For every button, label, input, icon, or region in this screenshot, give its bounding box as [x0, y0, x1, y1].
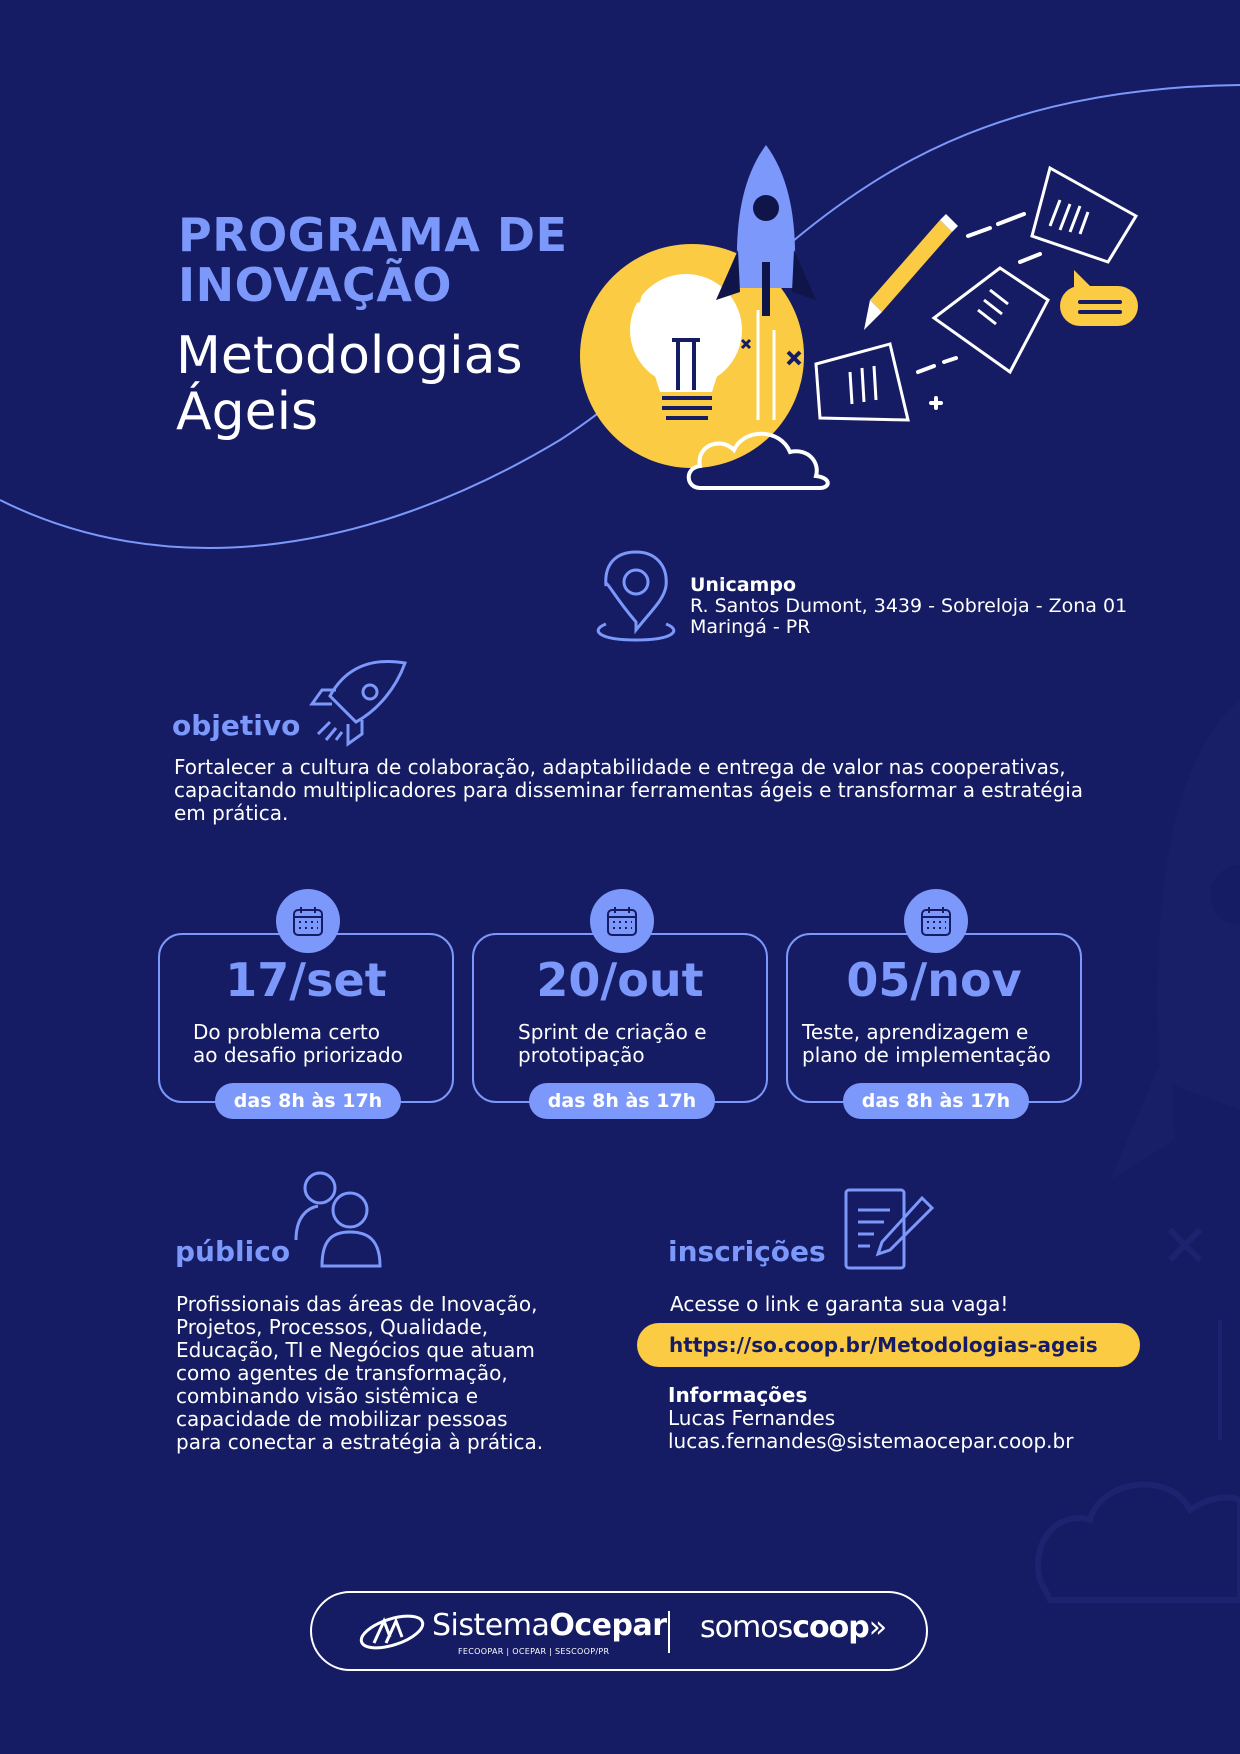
contact-email[interactable]: lucas.fernandes@sistemaocepar.coop.br — [668, 1429, 1074, 1453]
objective-line: em prática. — [174, 801, 289, 825]
audience-line: para conectar a estratégia à prática. — [176, 1430, 544, 1454]
registration-cta: Acesse o link e garanta sua vaga! — [670, 1292, 1009, 1316]
brand-subtitle: FECOOPAR | OCEPAR | SESCOOP/PR — [458, 1647, 610, 1656]
calendar-icon — [590, 889, 654, 953]
contact-name: Lucas Fernandes — [668, 1406, 836, 1430]
program-subtitle-line1: Metodologias — [176, 326, 523, 386]
venue-city: Maringá - PR — [690, 616, 811, 638]
audience-line: Educação, TI e Negócios que atuam — [176, 1338, 535, 1362]
footer-divider — [668, 1611, 670, 1653]
brand-prefix: Sistema — [432, 1608, 550, 1643]
footer-brands — [310, 1591, 928, 1671]
audience-line: como agentes de transformação, — [176, 1361, 508, 1385]
venue-street: R. Santos Dumont, 3439 - Sobreloja - Zona 01 — [690, 595, 1128, 617]
objective-heading: objetivo — [172, 709, 301, 742]
time-badge: das 8h às 17h — [843, 1083, 1029, 1119]
ocepar-logo-icon — [356, 1607, 428, 1657]
hero-illustration — [580, 145, 1138, 488]
date-description — [802, 1021, 1051, 1067]
date-card-2 — [472, 933, 768, 1112]
form-edit-icon — [846, 1190, 932, 1268]
calendar-icon — [904, 889, 968, 953]
time-badge: das 8h às 17h — [529, 1083, 715, 1119]
date-label: 05/nov — [846, 953, 1022, 1007]
chat-bubble-icon — [1060, 270, 1138, 326]
audience-heading: público — [175, 1235, 291, 1268]
audience-line: combinando visão sistêmica e — [176, 1384, 479, 1408]
date-description-line: Do problema certo — [193, 1020, 380, 1044]
arrow-icon: » — [868, 1610, 887, 1645]
program-title-line1: PROGRAMA DE — [178, 208, 568, 262]
objective-line: Fortalecer a cultura de colaboração, adaptabilidade e entrega de valor nas cooperativas, — [174, 755, 1066, 779]
rocket-outline-icon — [312, 661, 405, 744]
date-card-1 — [158, 933, 454, 1112]
sistema-ocepar-brand — [432, 1608, 667, 1643]
faded-rocket-icon — [1038, 700, 1240, 1600]
program-title-line2: INOVAÇÃO — [178, 258, 453, 312]
date-card-3 — [786, 933, 1082, 1112]
pencil-icon — [864, 214, 958, 330]
venue-name: Unicampo — [690, 574, 797, 596]
date-description-line: ao desafio priorizado — [193, 1043, 403, 1067]
registration-heading: inscrições — [668, 1235, 826, 1268]
partner-prefix: somos — [700, 1610, 793, 1645]
audience-line: Profissionais das áreas de Inovação, — [176, 1292, 538, 1316]
people-icon — [296, 1173, 380, 1266]
date-description-line: plano de implementação — [802, 1043, 1051, 1067]
date-description — [193, 1021, 403, 1067]
date-label: 20/out — [536, 953, 704, 1007]
date-label: 17/set — [225, 953, 387, 1007]
location-pin-icon — [598, 552, 674, 640]
time-badge: das 8h às 17h — [215, 1083, 401, 1119]
audience-line: Projetos, Processos, Qualidade, — [176, 1315, 489, 1339]
somoscoop-brand — [700, 1610, 887, 1645]
objective-text — [174, 756, 1083, 825]
calendar-icon — [276, 889, 340, 953]
info-heading: Informações — [668, 1383, 808, 1407]
objective-line: capacitando multiplicadores para disseminar ferramentas ágeis e transformar a estratégia — [174, 778, 1084, 802]
program-subtitle-line2: Ágeis — [176, 382, 319, 442]
date-description-line: Sprint de criação e — [518, 1020, 707, 1044]
registration-link[interactable]: https://so.coop.br/Metodologias-ageis — [637, 1323, 1140, 1367]
date-description-line: Teste, aprendizagem e — [802, 1020, 1029, 1044]
partner-bold: coop — [792, 1610, 869, 1645]
date-description — [518, 1021, 707, 1067]
audience-line: capacidade de mobilizar pessoas — [176, 1407, 508, 1431]
brand-bold: Ocepar — [549, 1608, 667, 1643]
date-description-line: prototipação — [518, 1043, 645, 1067]
audience-text — [176, 1293, 543, 1454]
